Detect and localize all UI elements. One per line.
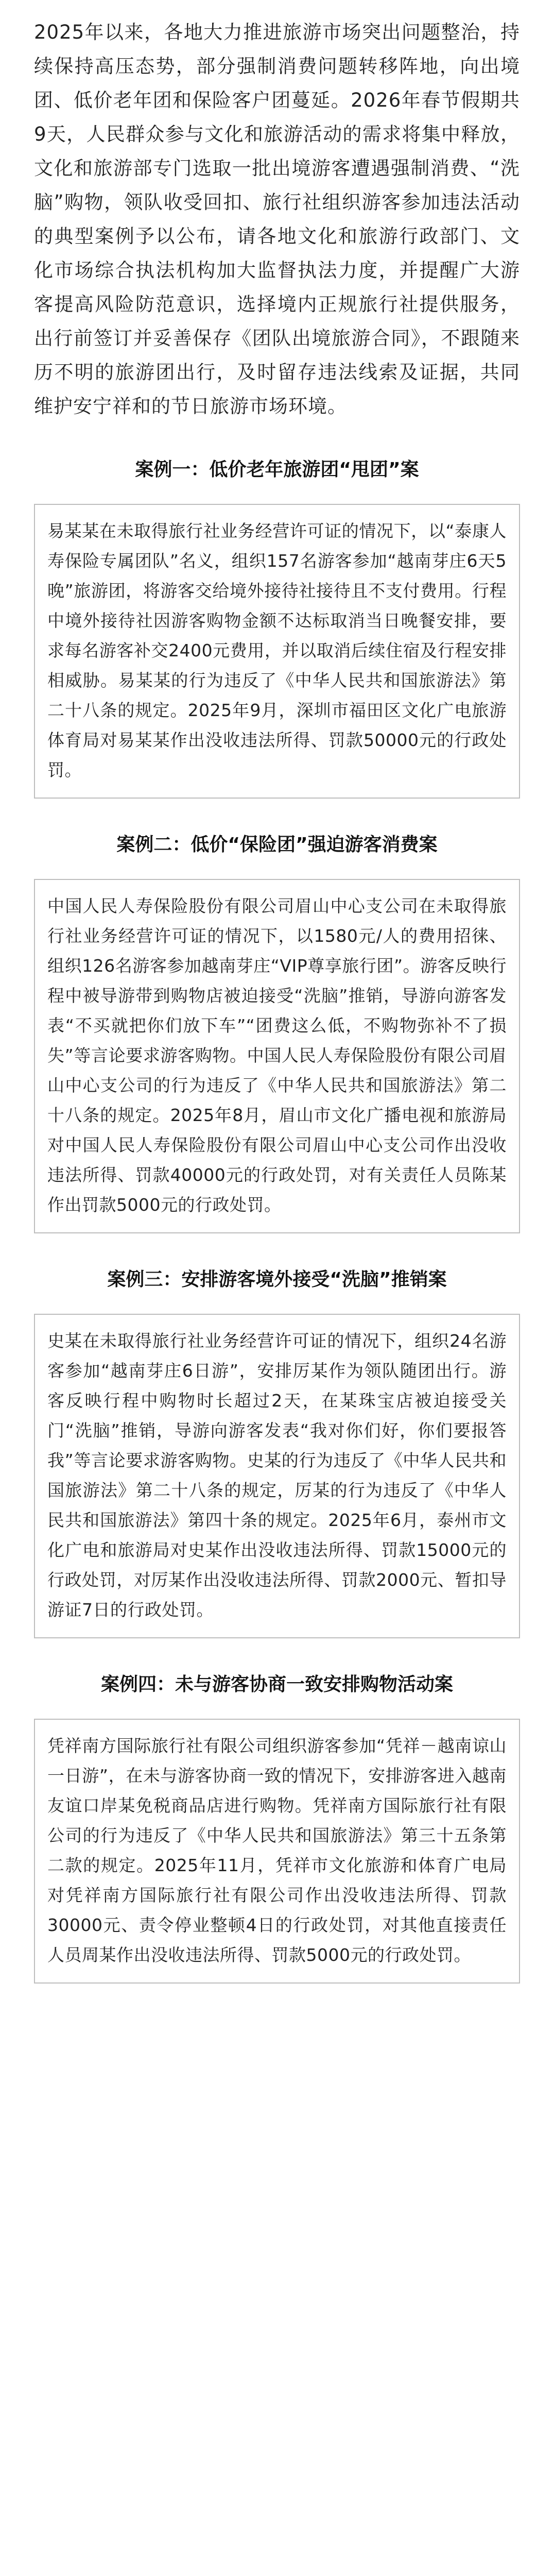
case-box — [34, 1314, 520, 1638]
case-text: 凭祥南方国际旅行社有限公司组织游客参加“凭祥－越南谅山一日游”，在未与游客协商一致的情况下，安排游客进入越南友谊口岸某免税商品店进行购物。凭祥南方国际旅行社有限公司的行为违反了《中华人民共和国旅游法》第三十五条第二款的规定。2025年11月，凭祥市文化旅游和体育广电局对凭祥南方国际旅行社有限公司作出没收违法所得、罚款30000元、责令停业整顿4日的行政处罚，对其他直接责任人员周某作出没收违法所得、罚款5000元的行政处罚。 — [47, 1736, 507, 1965]
case-box — [34, 879, 520, 1233]
case-title: 案例四：未与游客协商一致安排购物活动案 — [100, 1674, 453, 1695]
intro-paragraph: 2025年以来，各地大力推进旅游市场突出问题整治，持续保持高压态势，部分强制消费问题转移阵地，向出境团、低价老年团和保险客户团蔓延。2026年春节假期共9天，人民群众参与文化和旅游活动的需求将集中释放，文化和旅游部专门选取一批出境游客遭遇强制消费、“洗脑”购物，领队收受回扣、旅行社组织游客参加违法活动的典型案例予以公布，请各地文化和旅游行政部门、文化市场综合执法机构加大监督执法力度，并提醒广大游客提高风险防范意识，选择境内正规旅行社提供服务，出行前签订并妥善保存《团队出境旅游合同》，不跟随来历不明的旅游团出行，及时留存违法线索及证据，共同维护安宁祥和的节日旅游市场环境。 — [34, 21, 520, 417]
case-section-3 — [34, 1265, 520, 1638]
case-title: 案例三：安排游客境外接受“洗脑”推销案 — [107, 1269, 447, 1290]
case-section-1 — [34, 455, 520, 799]
case-section-4 — [34, 1670, 520, 1984]
case-title: 案例二：低价“保险团”强迫游客消费案 — [116, 834, 438, 855]
case-text: 中国人民人寿保险股份有限公司眉山中心支公司在未取得旅行社业务经营许可证的情况下，以1580元/人的费用招徕、组织126名游客参加越南芽庄“VIP尊享旅行团”。游客反映行程中被导游带到购物店被迫接受“洗脑”推销，导游向游客发表“不买就把你们放下车”“团费这么低，不购物弥补不了损失”等言论要求游客购物。中国人民人寿保险股份有限公司眉山中心支公司的行为违反了《中华人民共和国旅游法》第二十八条的规定。2025年8月，眉山市文化广播电视和旅游局对中国人民人寿保险股份有限公司眉山中心支公司作出没收违法所得、罚款40000元的行政处罚，对有关责任人员陈某作出罚款5000元的行政处罚。 — [47, 896, 507, 1215]
case-text: 史某在未取得旅行社业务经营许可证的情况下，组织24名游客参加“越南芽庄6日游”，安排厉某作为领队随团出行。游客反映行程中购物时长超过2天，在某珠宝店被迫接受关门“洗脑”推销，导游向游客发表“我对你们好，你们要报答我”等言论要求游客购物。史某的行为违反了《中华人民共和国旅游法》第二十八条的规定，厉某的行为违反了《中华人民共和国旅游法》第四十条的规定。2025年6月，泰州市文化广电和旅游局对史某作出没收违法所得、罚款15000元的行政处罚，对厉某作出没收违法所得、罚款2000元、暂扣导游证7日的行政处罚。 — [47, 1331, 507, 1620]
case-section-2 — [34, 831, 520, 1233]
case-text: 易某某在未取得旅行社业务经营许可证的情况下，以“泰康人寿保险专属团队”名义，组织157名游客参加“越南芽庄6天5晚”旅游团，将游客交给境外接待社接待且不支付费用。行程中境外接待社因游客购物金额不达标取消当日晚餐安排，要求每名游客补交2400元费用，并以取消后续住宿及行程安排相威胁。易某某的行为违反了《中华人民共和国旅游法》第二十八条的规定。2025年9月，深圳市福田区文化广电旅游体育局对易某某作出没收违法所得、罚款50000元的行政处罚。 — [47, 521, 507, 780]
case-box — [34, 504, 520, 799]
case-title: 案例一：低价老年旅游团“甩团”案 — [135, 459, 419, 480]
case-box — [34, 1719, 520, 1984]
